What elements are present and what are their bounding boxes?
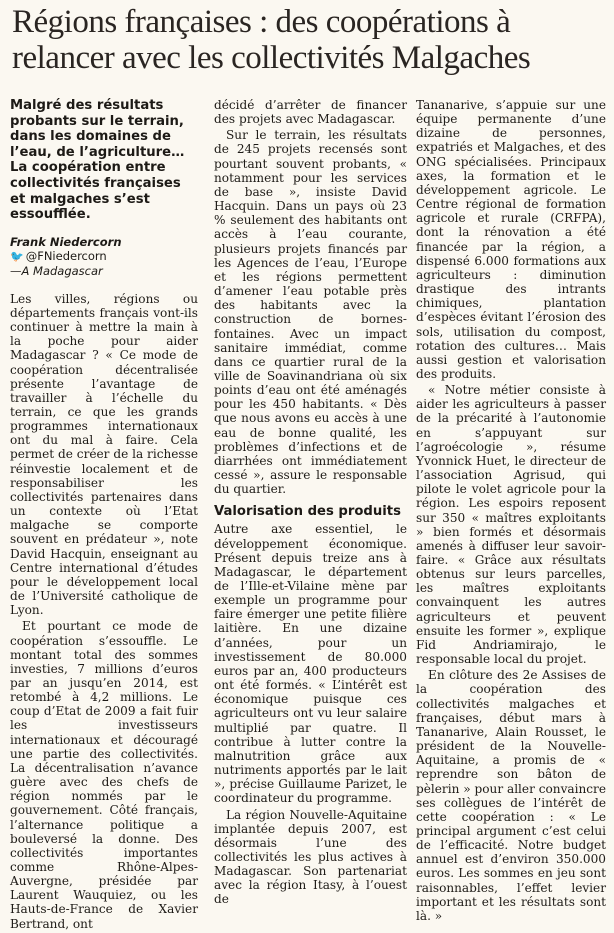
paragraph: décidé d’arrêter de financer des projets avec Madagascar.	[214, 98, 407, 127]
column-2	[214, 98, 407, 909]
paragraph: Tananarive, s’appuie sur une équipe permanente d’une dizaine de personnes, expatriés et Malgaches, et des ONG spécialisées. Principaux axes, la formation et le développement agricole. Le Centre régional de formation agricole et rurale (CRFPA), dont la rénovation a été financée par la région, a dispensé 6.000 formations aux agriculteurs : diminution drastique des intrants chimiques, plantation d’espèces évitant l’érosion des sols, utilisation du compost, rotation des cultures… Mais aussi gestion et valorisation des produits.	[416, 98, 606, 381]
section-subheading: Valorisation des produits	[214, 504, 401, 520]
article-lead: Malgré des résultats probants sur le terrain, dans les domaines de l’eau, de l’agriculture… La coopération entre collectivités françaises et malgaches s’est essoufflée.	[10, 98, 185, 223]
author-name: Frank Niedercorn	[10, 234, 122, 249]
author-twitter[interactable]	[10, 249, 198, 264]
column-1	[10, 98, 198, 933]
paragraph: Et pourtant ce mode de coopération s’essouffle. Le montant total des sommes investies, 7 millions d’euros par an jusqu’en 2014, est retombé à 4,2 millions. Le coup d’Etat de 2009 a fait fuir les investisseurs internationaux et découragé une partie des collectivités. La décentralisation n’avance guère avec des chefs de région nommés par le gouvernement. Côté français, l’alternance politique a bouleversé la donne. Des collectivités importantes comme Rhône-Alpes-Auvergne, présidée par Laurent Wauquiez, ou les Hauts-de-France de Xavier Bertrand, ont	[10, 619, 198, 931]
paragraph: La région Nouvelle-Aquitaine implantée depuis 2007, est désormais l’une des collectivités les plus actives à Madagascar. Son partenariat avec la région Itasy, à l’ouest de	[214, 807, 407, 907]
dateline: —A Madagascar	[10, 263, 103, 278]
twitter-handle[interactable]: @FNiedercorn	[25, 248, 107, 263]
paragraph: Autre axe essentiel, le développement économique. Présent depuis treize ans à Madagascar, le département de l’Ille-et-Vilaine mène par exemple un programme pour faire émerger une petite filière laitière. En une dizaine d’années, pour un investissement de 80.000 euros par an, 400 producteurs ont été formés. « L’intérêt est économique puisque ces agriculteurs ont vu leur salaire multiplié par quatre. Il contribue à lutter contre la malnutrition grâce aux nutriments apportés par le lait », précise Guillaume Parizet, le coordinateur du programme.	[214, 522, 407, 806]
article-title: Régions françaises : des coopérations à relancer avec les collectivités Malgaches	[12, 4, 531, 76]
twitter-bird-icon: 🐦	[10, 249, 24, 263]
paragraph: Les villes, régions ou départements français vont-ils continuer à mettre la main à la poche pour aider Madagascar ? « Ce mode de coopération décentralisée présente l’avantage de travailler à l’échelle du terrain, ce que les grands programmes internationaux ont du mal à faire. Cela permet de créer de la richesse réinvestie localement et de responsabiliser les collectivités partenaires dans un contexte où l’Etat malgache se comporte souvent en prédateur », note David Hacquin, enseignant au Centre international d’études pour le développement local de l’Université catholique de Lyon.	[10, 291, 198, 618]
paragraph: « Notre métier consiste à aider les agriculteurs à passer de la précarité à l’autonomie en s’appuyant sur l’agroécologie », résume Yvonnick Huet, le directeur de l’association Agrisud, qui pilote le volet agricole pour la région. Les espoirs reposent sur 350 « maîtres exploitants » bien formés et désormais amenés à diffuser leur savoir-faire. « Grâce aux résultats obtenus sur leurs parcelles, les maîtres exploitants convainquent les autres agriculteurs et peuvent ensuite les former », explique Fid Andriamirajo, le responsable local du projet.	[416, 383, 606, 667]
column-3	[416, 98, 606, 925]
paragraph: Sur le terrain, les résultats de 245 projets recensés sont pourtant souvent probants, « notamment pour les services de base », insiste David Hacquin. Dans un pays où 23 % seulement des habitants ont accès à l’eau courante, plusieurs projets financés par les Agences de l’eau, l’Europe et les régions permettent d’amener l’eau potable près des habitants avec la construction de bornes-fontaines. Avec un impact sanitaire immédiat, comme dans ce quartier rural de la ville de Soavinandriana où six points d’eau ont été aménagés pour les 450 habitants. « Dès que nous avons eu accès à une eau de bonne qualité, les problèmes d’infections et de diarrhées ont immédiatement cessé », assure le responsable du quartier.	[214, 128, 407, 497]
paragraph: En clôture des 2e Assises de la coopération des collectivités malgaches et françaises, début mars à Tananarive, Alain Rousset, le président de la Nouvelle-Aquitaine, a promis de « reprendre son bâton de pèlerin » pour aller convaincre ses collègues de l’intérêt de cette coopération : « Le principal argument c’est celui de l’efficacité. Notre budget annuel est d’environ 350.000 euros. Les sommes en jeu sont raisonnables, l’effet levier important et les résultats sont là. »	[416, 668, 606, 923]
